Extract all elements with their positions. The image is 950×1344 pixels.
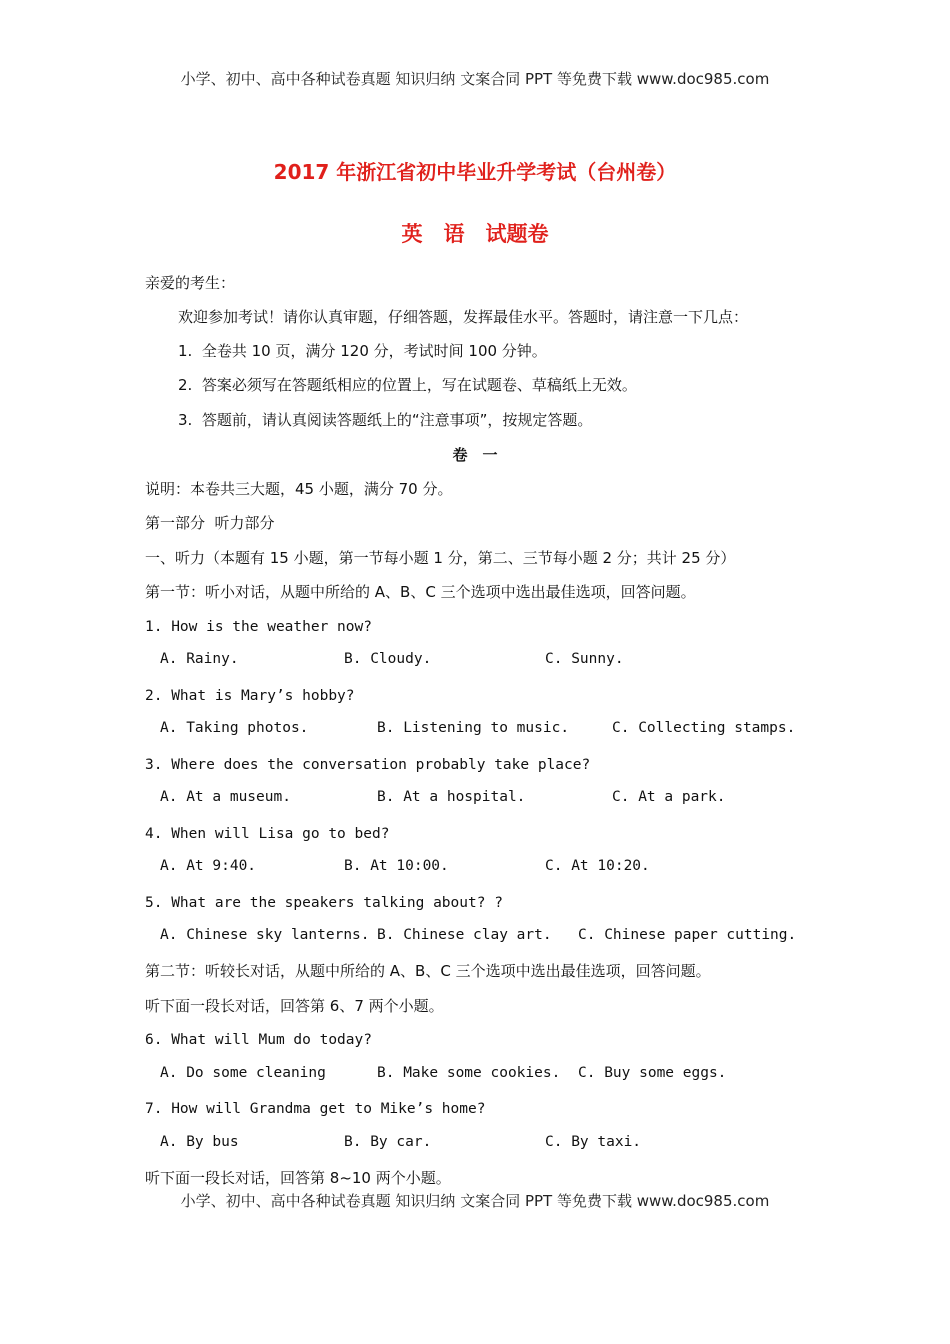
q6-option-c: C. Buy some eggs. — [578, 1065, 727, 1081]
question-7: 7. How will Grandma get to Mike’s home? — [145, 1101, 486, 1117]
question-6: 6. What will Mum do today? — [145, 1032, 372, 1048]
q2-option-c: C. Collecting stamps. — [612, 720, 796, 736]
page-footer-watermark: 小学、初中、高中各种试卷真题 知识归纳 文案合同 PPT 等免费下载 www.doc985.com — [180, 1192, 770, 1210]
greeting: 亲爱的考生： — [145, 274, 236, 292]
question-5: 5. What are the speakers talking about? ? — [145, 895, 503, 911]
note-1: 1. 全卷共 10 页，满分 120 分，考试时间 100 分钟。 — [178, 342, 547, 360]
q6-option-b: B. Make some cookies. — [377, 1065, 561, 1081]
q4-option-b: B. At 10:00. — [344, 858, 449, 874]
q4-option-a: A. At 9:40. — [160, 858, 257, 874]
q2-option-a: A. Taking photos. — [160, 720, 309, 736]
q5-option-c: C. Chinese paper cutting. — [578, 927, 797, 943]
subsection-1-instructions: 第一节：听小对话，从题中所给的 A、B、C 三个选项中选出最佳选项，回答问题。 — [145, 583, 696, 601]
q2-option-b: B. Listening to music. — [377, 720, 570, 736]
q4-option-c: C. At 10:20. — [545, 858, 650, 874]
q3-option-a: A. At a museum. — [160, 789, 291, 805]
part-heading: 第一部分 听力部分 — [145, 514, 275, 532]
q5-option-a: A. Chinese sky lanterns. — [160, 927, 370, 943]
q7-option-c: C. By taxi. — [545, 1134, 642, 1150]
section-heading: 一、听力（本题有 15 小题，第一节每小题 1 分，第二、三节每小题 2 分；共计 25 分） — [145, 549, 736, 567]
intro-text: 欢迎参加考试！请你认真审题，仔细答题，发挥最佳水平。答题时，请注意一下几点： — [178, 308, 749, 326]
explanation: 说明：本卷共三大题，45 小题，满分 70 分。 — [145, 480, 453, 498]
exam-subtitle: 英 语 试题卷 — [401, 222, 549, 246]
q1-option-c: C. Sunny. — [545, 651, 624, 667]
question-3: 3. Where does the conversation probably take place? — [145, 757, 591, 773]
exam-title: 2017 年浙江省初中毕业升学考试（台州卷） — [273, 160, 677, 184]
subsection-2-instructions: 第二节：听较长对话，从题中所给的 A、B、C 三个选项中选出最佳选项，回答问题。 — [145, 962, 711, 980]
q6-option-a: A. Do some cleaning — [160, 1065, 326, 1081]
q3-option-c: C. At a park. — [612, 789, 726, 805]
dialog-1-note: 听下面一段长对话，回答第 6、7 两个小题。 — [145, 997, 444, 1015]
q3-option-b: B. At a hospital. — [377, 789, 526, 805]
q5-option-b: B. Chinese clay art. — [377, 927, 552, 943]
page-header-watermark: 小学、初中、高中各种试卷真题 知识归纳 文案合同 PPT 等免费下载 www.doc985.com — [180, 70, 770, 88]
q1-option-b: B. Cloudy. — [344, 651, 432, 667]
note-3: 3. 答题前，请认真阅读答题纸上的“注意事项”，按规定答题。 — [178, 411, 593, 429]
dialog-2-note: 听下面一段长对话，回答第 8~10 两个小题。 — [145, 1169, 451, 1187]
volume-heading: 卷 一 — [452, 446, 498, 464]
question-2: 2. What is Mary’s hobby? — [145, 688, 355, 704]
q7-option-a: A. By bus — [160, 1134, 239, 1150]
q7-option-b: B. By car. — [344, 1134, 432, 1150]
q1-option-a: A. Rainy. — [160, 651, 239, 667]
question-1: 1. How is the weather now? — [145, 619, 372, 635]
question-4: 4. When will Lisa go to bed? — [145, 826, 390, 842]
note-2: 2. 答案必须写在答题纸相应的位置上，写在试题卷、草稿纸上无效。 — [178, 376, 637, 394]
